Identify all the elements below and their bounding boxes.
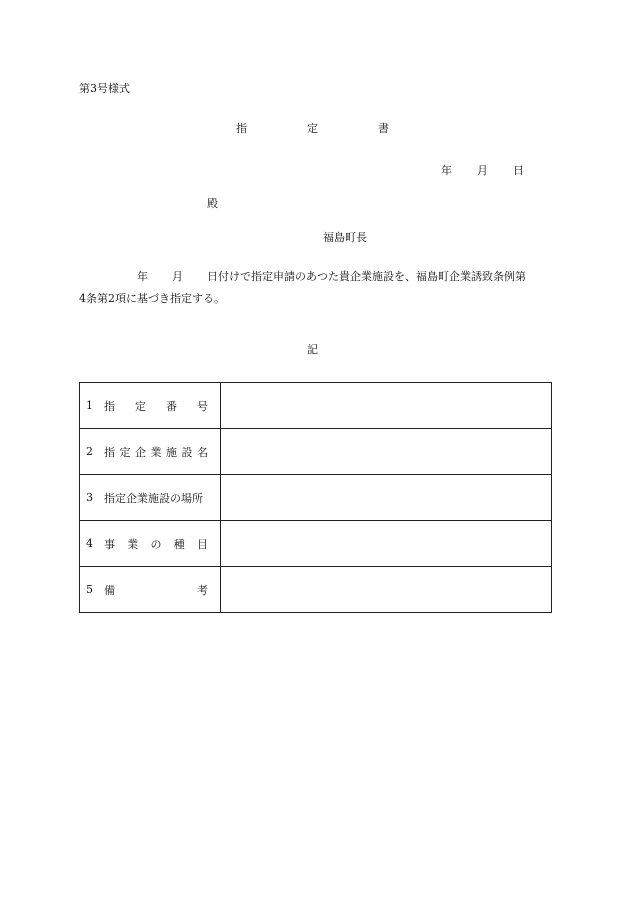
date-year: 年 xyxy=(441,164,452,177)
row-label-char: 目 xyxy=(197,537,208,551)
row-label-char: 考 xyxy=(197,583,208,597)
row-label xyxy=(86,398,208,414)
title-char: 指 xyxy=(236,122,247,135)
row-label-text xyxy=(104,398,208,414)
date-month: 月 xyxy=(477,164,488,177)
row-label-char: 定 xyxy=(119,445,131,459)
row-label-char: 名 xyxy=(197,445,208,459)
date-day: 日 xyxy=(513,164,524,177)
row-label-char: 種 xyxy=(173,537,185,551)
designation-table xyxy=(79,382,552,613)
row-label-char: 指 xyxy=(104,445,115,459)
row-label-text: 指定企業施設の場所 xyxy=(104,491,203,505)
title-char: 定 xyxy=(307,122,318,135)
section-heading: 記 xyxy=(307,343,318,356)
table-row xyxy=(80,383,552,429)
row-label-char: 施 xyxy=(166,445,177,459)
row-label-char: 定 xyxy=(135,399,146,413)
row-value-cell[interactable] xyxy=(221,475,552,521)
row-label-char: 業 xyxy=(150,445,162,459)
row-label xyxy=(86,444,208,460)
row-number: 3 xyxy=(86,491,93,504)
body-line-1 xyxy=(79,266,559,288)
row-label-cell xyxy=(80,383,221,429)
row-number: 4 xyxy=(86,537,93,550)
date-line xyxy=(441,162,531,178)
row-number: 2 xyxy=(86,445,93,458)
table-row xyxy=(80,429,552,475)
row-label-text xyxy=(104,536,208,552)
row-label-cell xyxy=(80,567,221,613)
table-row xyxy=(80,567,552,613)
row-label-char: の xyxy=(150,537,162,551)
row-value-cell[interactable] xyxy=(221,521,552,567)
issuer-name: 福島町長 xyxy=(323,231,367,244)
row-label-char: 企 xyxy=(135,445,146,459)
row-value-cell[interactable] xyxy=(221,383,552,429)
row-label-cell xyxy=(80,521,221,567)
form-number: 第3号様式 xyxy=(79,82,130,95)
body-year: 年 xyxy=(137,270,148,283)
row-label-text xyxy=(104,582,208,598)
title-char: 書 xyxy=(378,122,389,135)
row-label-char: 号 xyxy=(197,399,208,413)
row-number: 5 xyxy=(86,583,93,596)
row-label xyxy=(86,536,208,552)
row-label-char: 業 xyxy=(127,537,139,551)
row-value-cell[interactable] xyxy=(221,567,552,613)
body-line-2: 4条第2項に基づき指定する。 xyxy=(79,292,225,305)
body-paragraph xyxy=(79,266,559,310)
row-label-cell xyxy=(80,475,221,521)
body-month: 月 xyxy=(172,270,183,283)
document-title xyxy=(0,120,630,136)
addressee: 殿 xyxy=(207,197,218,210)
row-value-cell[interactable] xyxy=(221,429,552,475)
table-row xyxy=(80,521,552,567)
body-line-1-text: 日付けで指定申請のあつた貴企業施設を、福島町企業誘致条例第 xyxy=(207,270,526,283)
row-label-text xyxy=(104,444,208,460)
row-label-char: 設 xyxy=(181,445,193,459)
row-label xyxy=(86,582,208,598)
table-row xyxy=(80,475,552,521)
row-label-char: 備 xyxy=(104,583,115,597)
row-label-cell xyxy=(80,429,221,475)
row-label-char: 指 xyxy=(104,399,115,413)
row-label-char: 番 xyxy=(166,399,177,413)
row-label-char: 事 xyxy=(104,537,115,551)
row-label xyxy=(86,490,208,506)
row-number: 1 xyxy=(86,399,93,412)
